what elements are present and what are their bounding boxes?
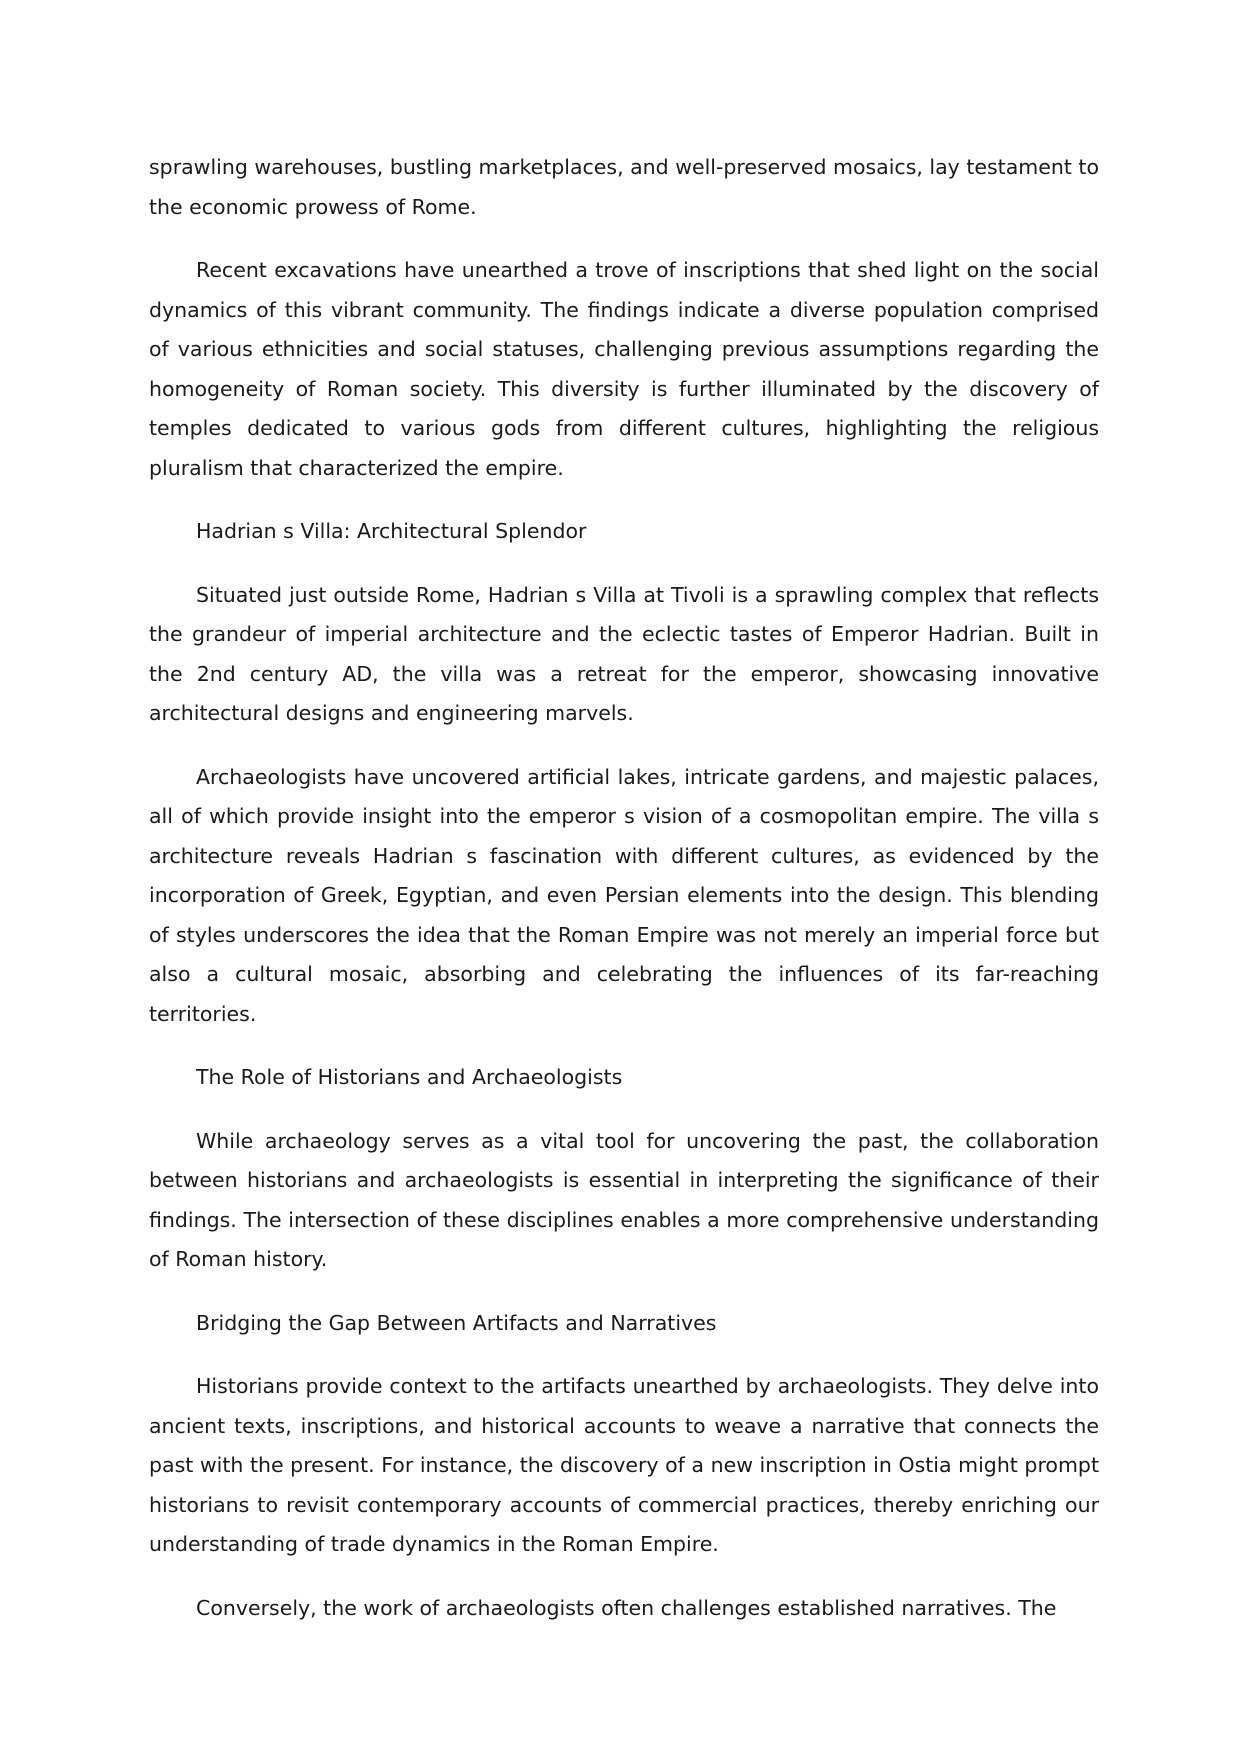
document-body [149, 148, 1099, 1628]
paragraph-ostia-intro: sprawling warehouses, bustling marketplaces, and well-preserved mosaics, lay testament to the economic prowess of Rome. [149, 155, 1099, 219]
paragraph-villa-location: Situated just outside Rome, Hadrian s Villa at Tivoli is a sprawling complex that reflects the grandeur of imperial architecture and the eclectic tastes of Emperor Hadrian. Built in the 2nd century AD, the villa was a retreat for the emperor, showcasing innovative architectural designs and engineering marvels. [149, 582, 1099, 725]
paragraph-excavations: Recent excavations have unearthed a trove of inscriptions that shed light on the social dynamics of this vibrant community. The findings indicate a diverse population comprised of various ethnicities and social statuses, challenging previous assumptions regarding the homogeneity of Roman society. This diversity is further illuminated by the discovery of temples dedicated to various gods from different cultures, highlighting the religious pluralism that characterized the empire. [149, 258, 1099, 480]
section-heading-hadrians-villa: Hadrian s Villa: Architectural Splendor [196, 519, 587, 543]
paragraph-historians-context: Historians provide context to the artifacts unearthed by archaeologists. They delve into ancient texts, inscriptions, and historical accounts to weave a narrative that connects the past with the present. For instance, the discovery of a new inscription in Ostia might prompt historians to revisit contemporary accounts of commercial practices, thereby enriching our understanding of trade dynamics in the Roman Empire. [149, 1374, 1099, 1556]
paragraph-villa-architecture: Archaeologists have uncovered artificial lakes, intricate gardens, and majestic palaces, all of which provide insight into the emperor s vision of a cosmopolitan empire. The villa s architecture reveals Hadrian s fascination with different cultures, as evidenced by the incorporation of Greek, Egyptian, and even Persian elements into the design. This blending of styles underscores the idea that the Roman Empire was not merely an imperial force but also a cultural mosaic, absorbing and celebrating the influences of its far-reaching territories. [149, 764, 1099, 1026]
paragraph-conversely: Conversely, the work of archaeologists often challenges established narratives. The [196, 1595, 1057, 1620]
section-heading-role-of-historians: The Role of Historians and Archaeologists [196, 1065, 623, 1089]
paragraph-collaboration: While archaeology serves as a vital tool for uncovering the past, the collaboration between historians and archaeologists is essential in interpreting the significance of their findings. The intersection of these disciplines enables a more comprehensive understanding of Roman history. [149, 1128, 1099, 1271]
section-heading-bridging-gap: Bridging the Gap Between Artifacts and Narratives [196, 1310, 717, 1335]
